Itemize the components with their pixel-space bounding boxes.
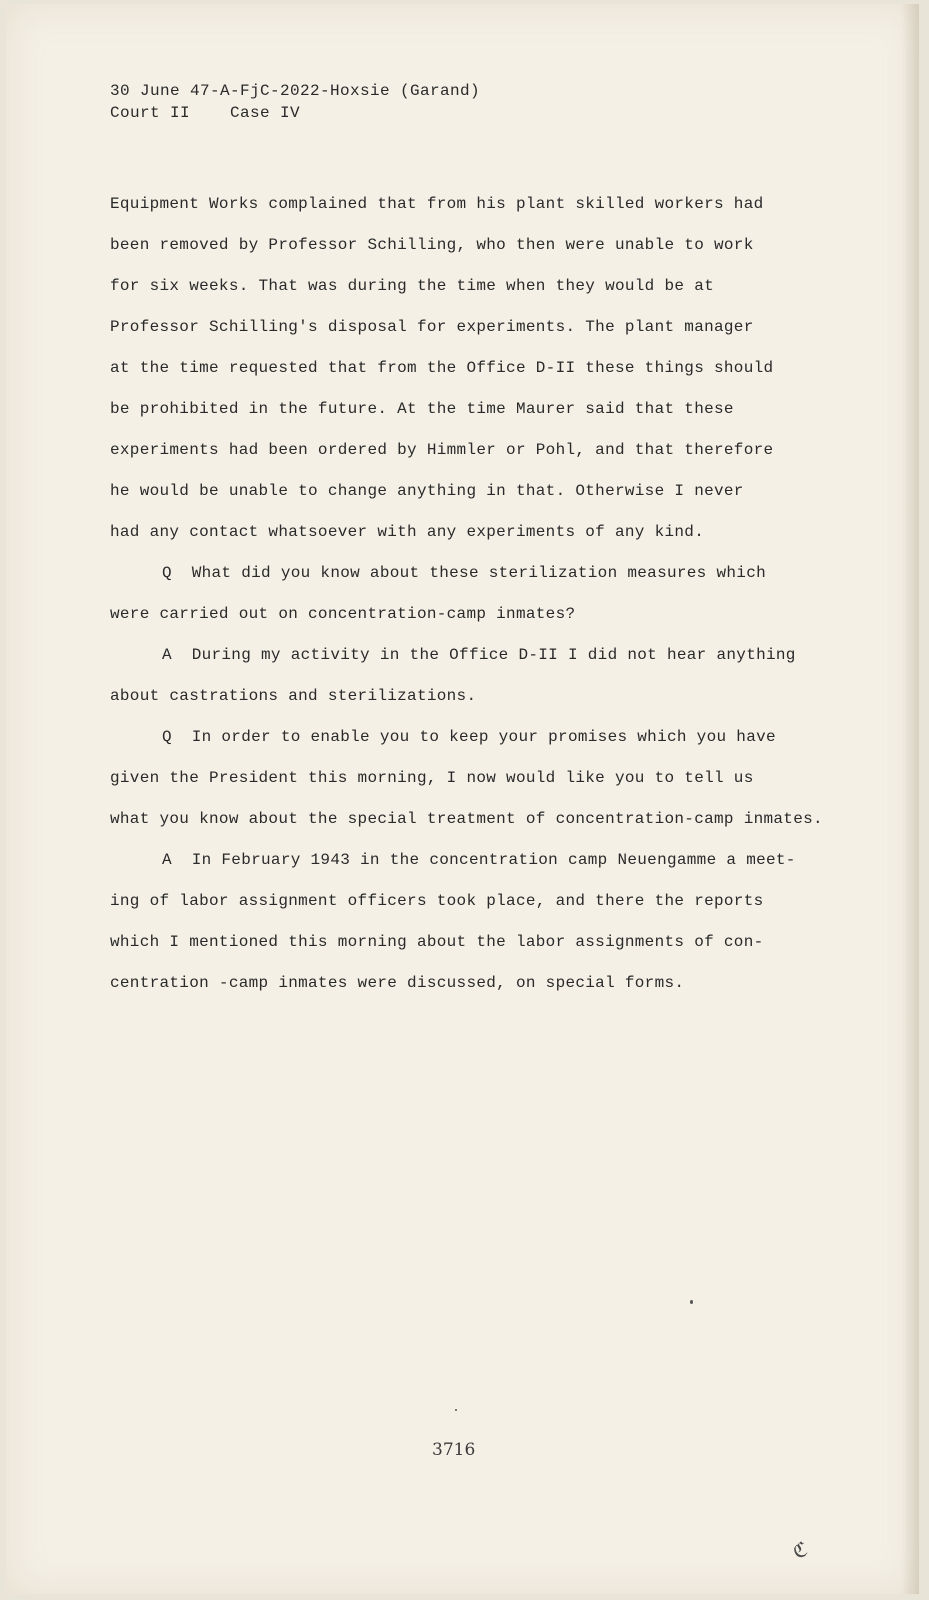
paper-speck [455,1409,457,1411]
question-line: Q In order to enable you to keep your promises which you have [162,728,776,746]
transcript-line: what you know about the special treatment of concentration-camp inmates. [110,810,823,828]
document-page [6,4,919,1594]
transcript-line: had any contact whatsoever with any experiments of any kind. [110,523,705,541]
handwritten-mark: ℭ [789,1536,811,1564]
transcript-line: Equipment Works complained that from his plant skilled workers had [110,195,764,213]
transcript-line: for six weeks. That was during the time when they would be at [110,277,714,295]
document-header [110,80,480,124]
answer-line: A During my activity in the Office D-II I did not hear anything [162,646,796,664]
page-edge-shadow [901,4,919,1594]
transcript-line: given the President this morning, I now would like you to tell us [110,769,754,787]
header-line-1: 30 June 47-A-FjC-2022-Hoxsie (Garand) [110,82,481,100]
transcript-line: centration -camp inmates were discussed, on special forms. [110,974,685,992]
transcript-line: be prohibited in the future. At the time Maurer said that these [110,400,734,418]
header-court: Court II [110,104,191,122]
paper-speck [690,1300,693,1304]
transcript-line: were carried out on concentration-camp inmates? [110,605,576,623]
transcript-line: he would be unable to change anything in that. Otherwise I never [110,482,744,500]
transcript-line: about castrations and sterilizations. [110,687,477,705]
header-case: Case IV [230,104,301,122]
transcript-line: at the time requested that from the Office D-II these things should [110,359,774,377]
answer-line: A In February 1943 in the concentration camp Neuengamme a meet- [162,851,796,869]
transcript-body [110,184,850,1004]
transcript-line: been removed by Professor Schilling, who then were unable to work [110,236,754,254]
question-line: Q What did you know about these sterilization measures which [162,564,766,582]
transcript-line: Professor Schilling's disposal for experiments. The plant manager [110,318,754,336]
transcript-line: ing of labor assignment officers took place, and there the reports [110,892,764,910]
header-line-2 [110,102,480,124]
transcript-line: which I mentioned this morning about the labor assignments of con- [110,933,764,951]
transcript-line: experiments had been ordered by Himmler or Pohl, and that therefore [110,441,774,459]
page-number: 3716 [432,1440,476,1460]
